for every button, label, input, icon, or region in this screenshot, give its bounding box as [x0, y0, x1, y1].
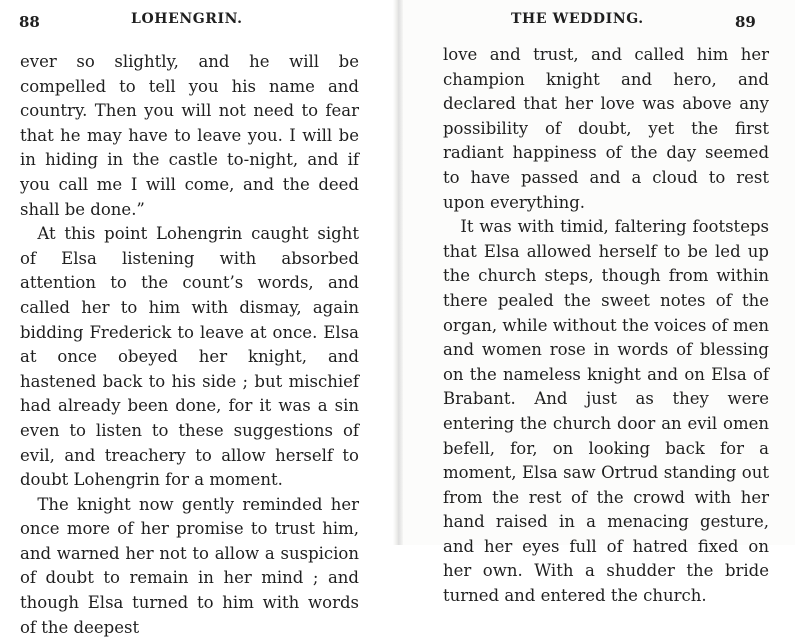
book-gutter	[393, 0, 403, 545]
page-number: 89	[735, 13, 756, 31]
paragraph: At this point Lohengrin caught sight of Elsa listening with absorbed attention to the count’s words, and called her to him with dismay, again bidding Frederick to leave at once. Elsa at once obeyed her knight, and hastened back to his side ; but mischief had already been done, for it was a sin even to listen to these suggestions of evil, and treachery to allow herself to doubt Lohengrin for a moment.	[20, 224, 359, 490]
body-text	[443, 43, 769, 609]
paragraph: It was with timid, faltering footsteps that Elsa allowed herself to be led up the church steps, though from within there pealed the sweet notes of the organ, while without the voices of men and women rose in words of blessing on the nameless knight and on Elsa of Brabant. And just as they were entering the church door an evil omen befell, for, on looking back for a moment, Elsa saw Ortrud standing out from the rest of the crowd with her hand raised in a menacing gesture, and her eyes full of hatred fixed on her own. With a shudder the bride turned and entered the church.	[443, 217, 769, 606]
running-head: THE WEDDING.	[511, 11, 644, 27]
left-page	[0, 0, 398, 637]
right-page	[398, 0, 795, 606]
paragraph: The knight now gently reminded her once more of her promise to trust him, and warned her not to allow a suspicion of doubt to remain in her mind ; and though Elsa turned to him with words of the deepest	[20, 494, 359, 637]
paragraph: ever so slightly, and he will be compelled to tell you his name and country. Then you will not need to fear that he may have to leave you. I will be in hiding in the castle to-night, and if you call me I will come, and the deed shall be done.”	[20, 52, 359, 219]
page-number: 88	[19, 13, 40, 31]
body-text	[20, 50, 359, 640]
running-head: LOHENGRIN.	[131, 11, 243, 27]
paragraph: love and trust, and called him her champion knight and hero, and declared that her love was above any possibility of doubt, yet the first radiant happiness of the day seemed to have passed and a cloud to rest upon everything.	[443, 45, 769, 212]
